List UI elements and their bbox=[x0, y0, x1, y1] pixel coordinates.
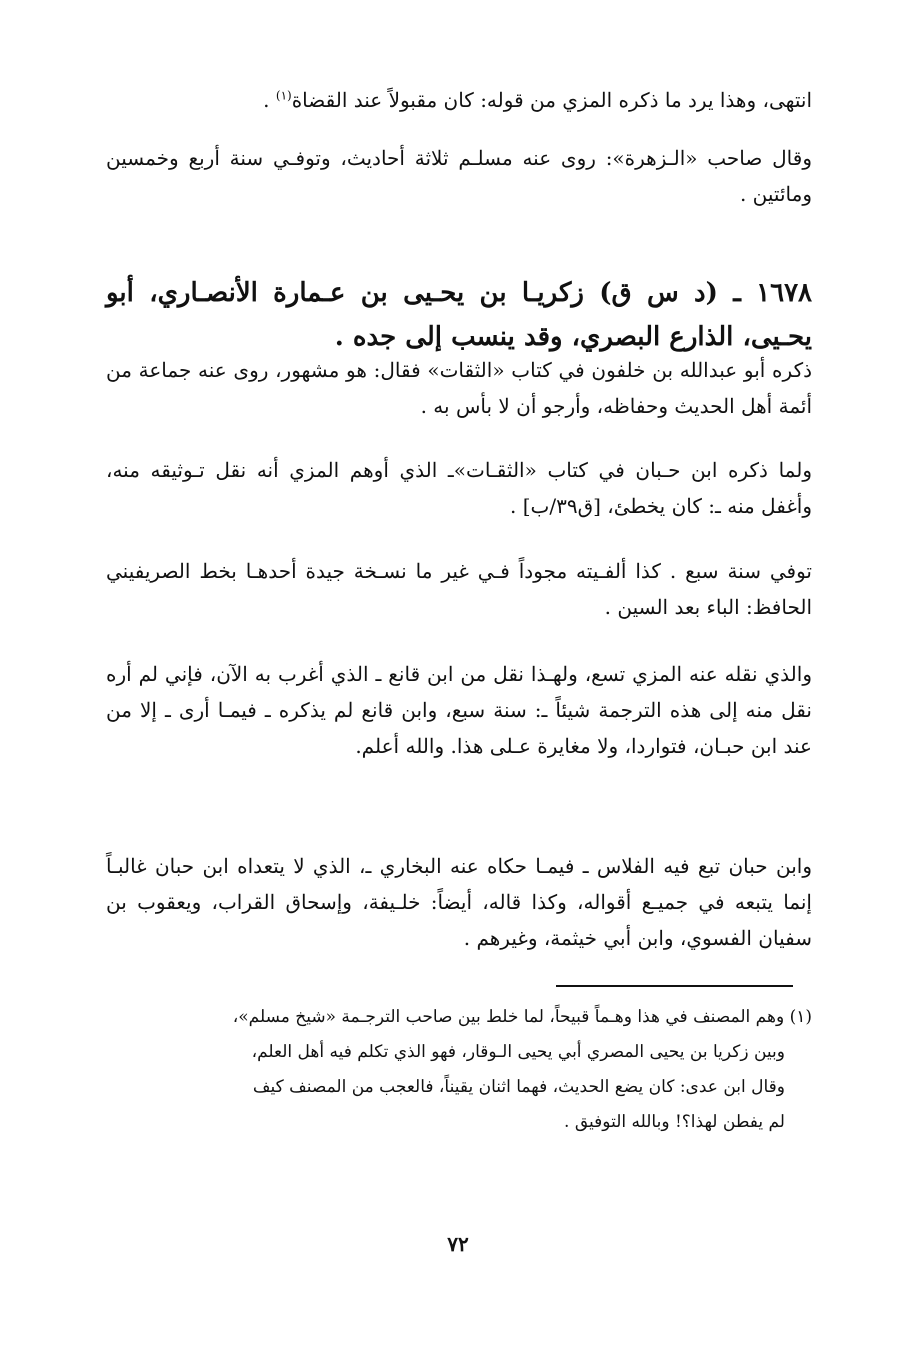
paragraph-6: والذي نقله عنه المزي تسع، ولهـذا نقل من ابن قانع ـ الذي أغرب به الآن، فإني لم أره نقل منه إلى هذه الترجمة شيئاً ـ: سنة سبع، وابن قانع لم يذكره ـ فيمـا أرى ـ إلا من عند ابن حبـان، فتواردا، ولا مغايرة عـلى هذا. والله أعلم. bbox=[106, 662, 812, 758]
paragraph-2: وقال صاحب «الـزهرة»: روى عنه مسلـم ثلاثة أحاديث، وتوفـي سنة أربع وخمسين ومائتين . bbox=[106, 146, 812, 206]
footnote-divider bbox=[556, 985, 793, 987]
footnote-reference[interactable]: (١) bbox=[275, 88, 292, 103]
footnote-line-3: وقال ابن عدى: كان يضع الحديث، فهما اثنان يقيناً، فالعجب من المصنف كيف bbox=[252, 1077, 785, 1097]
footnote-line-1: (١) وهم المصنف في هذا وهـماً قبيحاً، لما خلط بين صاحب الترجـمة «شيخ مسلم»، bbox=[232, 1007, 812, 1027]
paragraph-5: توفي سنة سبع . كذا ألفـيته مجوداً فـي غير ما نسـخة جيدة أحدهـا بخط الصريفيني الحافظ: الباء بعد السين . bbox=[106, 559, 812, 619]
paragraph-3: ذكره أبو عبدالله بن خلفون في كتاب «الثقات» فقال: هو مشهور، روى عنه جماعة من أئمة أهل الحديث وحفاظه، وأرجو أن لا بأس به . bbox=[106, 358, 812, 418]
paragraph-4: ولما ذكره ابن حـبان في كتاب «الثقـات»ـ الذي أوهم المزي أنه نقل تـوثيقه منه، وأغفل منه ـ: كان يخطئ، [ق٣٩/ب] . bbox=[106, 458, 812, 518]
footnote-line-2: وبين زكريا بن يحيى المصري أبي يحيى الـوقار، فهو الذي تكلم فيه أهل العلم، bbox=[251, 1042, 785, 1062]
paragraph-1 bbox=[106, 82, 812, 118]
paragraph-7: وابن حبان تبع فيه الفلاس ـ فيمـا حكاه عنه البخاري ـ، الذي لا يتعداه ابن حبان غالبـاً إنما يتبعه في جميـع أقواله، وكذا قاله، أيضاً: خلـيفة، وإسحاق القراب، ويعقوب بن سفيان الفسوي، وابن أبي خيثمة، وغيرهم . bbox=[106, 854, 812, 950]
footnote-line-4: لم يفطن لهذا؟! وبالله التوفيق . bbox=[564, 1112, 785, 1132]
paragraph-1-text: انتهى، وهذا يرد ما ذكره المزي من قوله: كان مقبولاً عند القضاة bbox=[291, 88, 812, 112]
entry-heading: ١٦٧٨ ـ (د س ق) زكريـا بن يحـيى بن عـمارة الأنصـاري، أبو يحـيى، الذارع البصري، وقد ينسب إلى جده . bbox=[106, 278, 812, 352]
paragraph-1-end: . bbox=[263, 88, 276, 112]
page-number: ٧٢ bbox=[447, 1232, 469, 1256]
footnote bbox=[106, 1000, 812, 1140]
